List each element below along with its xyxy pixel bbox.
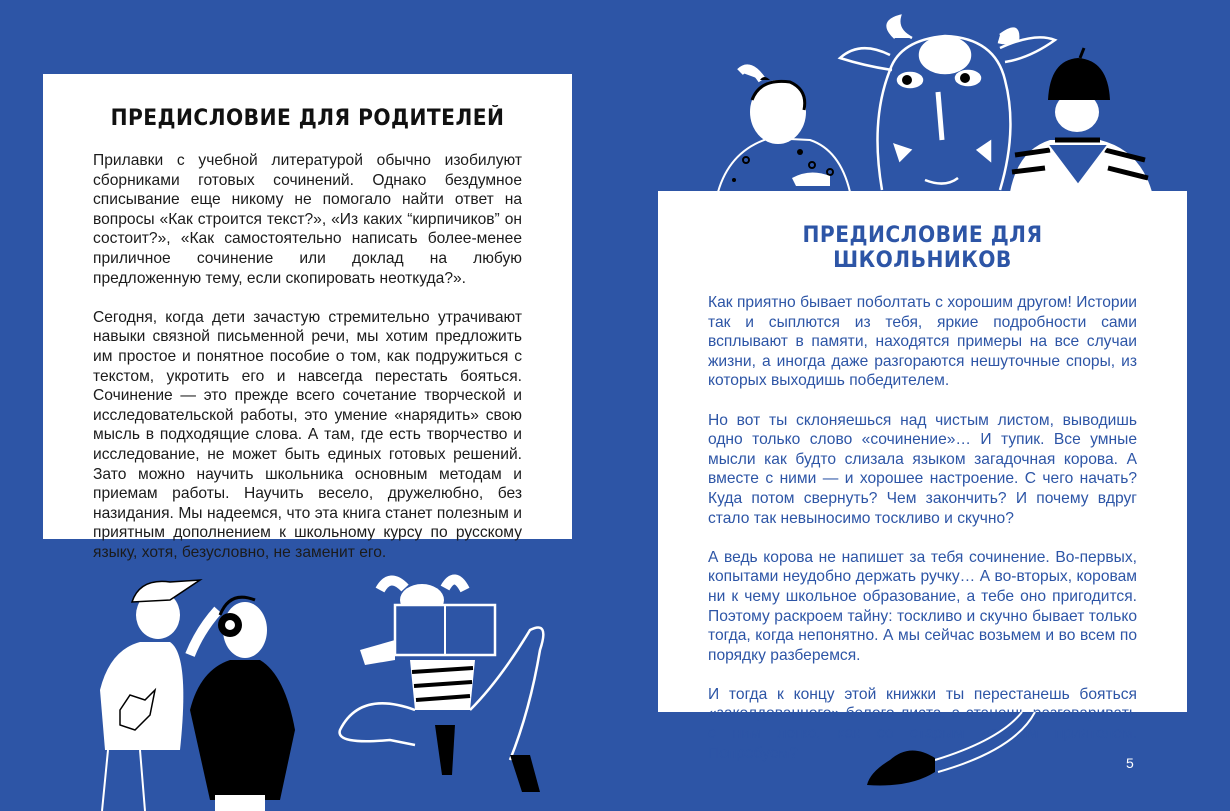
page-number: 5	[1126, 755, 1134, 771]
kids-illustration	[60, 560, 620, 811]
girl-writing-figure	[718, 68, 850, 192]
parents-preface-paragraph: Сегодня, когда дети зачастую стремительно утрачивают навыки связной письменной речи, мы хотим предложить им простое и понятное пособие о том, как подружиться с текстом, укротить его и навсегда перестать бояться. Сочинение — это прежде всего сочетание творческой и исследовательской работы, это умение «нарядить» свою мысль в подходящие слова. А там, где есть творчество и исследование, не может быть единых готовых решений. Зато можно научить школьника основным методам и приемам работы. Научить весело, дружелюбно, без назидания. Мы надеемся, что эта книга станет полезным и приятным дополнением к школьному курсу по русскому языку, хотя, безусловно, не заменит его.	[93, 308, 522, 561]
students-preface-paragraph: И тогда к концу этой книжки ты перестанешь бояться «заколдованного» белого листа, а станешь разговаривать с ним легко, как со старым добрым приятелем. Попробуем?	[708, 685, 1137, 762]
cow-tail-illustration	[850, 700, 1050, 811]
parents-preface-panel	[43, 74, 572, 561]
parents-preface-paragraph: Прилавки с учебной литературой обычно изобилуют сборниками готовых сочинений. Однако бездумное списывание еще никому не помогало найти ответ на вопросы «Как строится текст?», «Из каких “кирпичиков” он состоит?», «Как самостоятельно написать более-менее приличное сочинение или доклад на любую предложенную тему, если скопировать неоткуда?».	[93, 152, 522, 287]
boy-striped-figure	[1010, 48, 1152, 192]
students-preface-paragraph: Как приятно бывает поболтать с хорошим другом! Истории так и сыплются из тебя, яркие подробности сами всплывают в памяти, находятся примеры на все случаи жизни, а иногда даже разгораются нешуточные споры, из которых выходишь победителем.	[708, 294, 1137, 390]
students-preface-paragraph: Но вот ты склоняешься над чистым листом, выводишь одно только слово «сочинение»… И тупик. Все умные мысли как будто слизала языком загадочная корова. А вместе с ними — и хорошее настроение. С чего начать? Куда потом свернуть? Чем закончить? И почему вдруг стало так невыносимо тоскливо и скучно?	[708, 411, 1137, 527]
students-preface-panel	[658, 191, 1187, 762]
students-preface-title: ПРЕДИСЛОВИЕ ДЛЯ ШКОЛЬНИКОВ	[802, 223, 1043, 273]
boy-cap-figure	[100, 580, 200, 811]
girl-headphones-figure	[190, 597, 295, 811]
cow-and-kids-illustration	[700, 0, 1200, 195]
students-preface-paragraph: А ведь корова не напишет за тебя сочинение. Во-первых, копытами неудобно держать ручку… А во-вторых, коровам ни к чему школьное образование, а тебе оно пригодится. Поэтому раскроем тайну: тоскливо и скучно бывает только тогда, когда непонятно. А мы сейчас возьмем и во всем по порядку разберемся.	[708, 548, 1137, 664]
child-reading-figure	[340, 579, 544, 792]
parents-preface-title: ПРЕДИСЛОВИЕ ДЛЯ РОДИТЕЛЕЙ	[110, 106, 505, 131]
